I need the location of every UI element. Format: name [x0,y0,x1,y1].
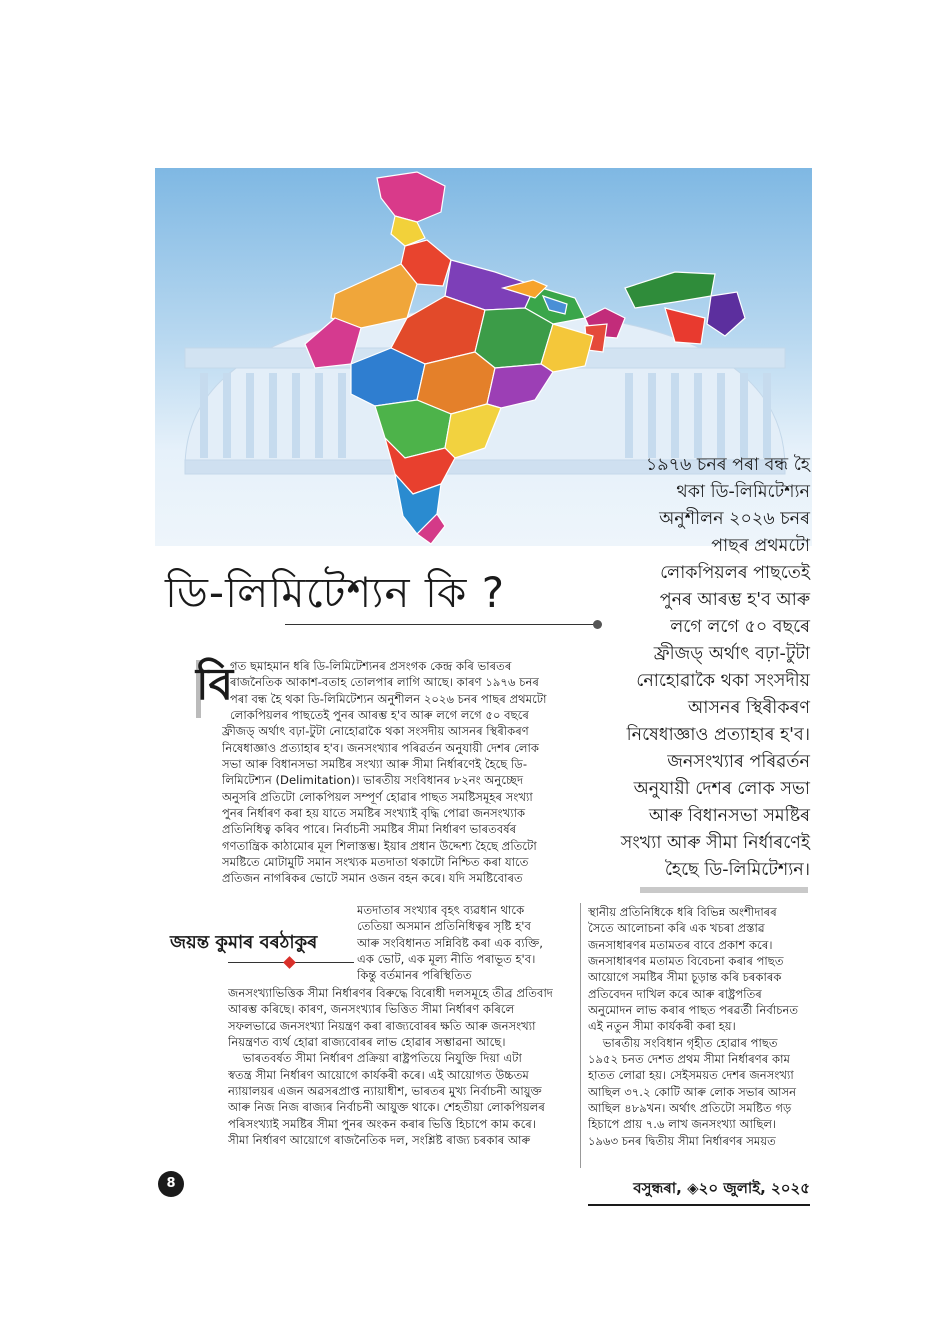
pull-quote [600,452,810,884]
pull-quote-line: লোকপিয়লৰ পাছতেই [660,563,810,583]
body-line: হিচাপে প্ৰায় ৭.৬ লাখ জনসংখ্যা আছিল। [588,1117,777,1132]
body-line: ১৯৬৩ চনৰ দ্বিতীয় সীমা নিৰ্ধাৰণৰ সময়ত [588,1133,776,1148]
body-line: ৰাজনৈতিক আকাশ-বতাহ তোলপাৰ লাগি আছে। কাৰণ ১৯৭৬ চনৰ [230,675,539,690]
body-line: প্ৰতিনিধিত্ব কৰিব পাৰে। নিৰ্বাচনী সমষ্টিৰ সীমা নিৰ্ধাৰণ ভাৰতবৰ্ষৰ [222,822,517,837]
pull-quote-bar [640,887,808,893]
body-line: সৈতে আলোচনা কৰি এক খচৰা প্ৰস্তাৱ [588,921,765,936]
body-line: তেতিয়া অসমান প্ৰতিনিধিত্বৰ সৃষ্টি হ'ব [357,919,531,934]
pull-quote-line: ফ্ৰীজড্ অৰ্থাৎ বঢ়া-টুটা [653,644,810,664]
column-divider [580,903,581,1168]
body-line: আৰু নিজ নিজ ৰাজ্যৰ নিৰ্বাচনী আয়ুক্ত থাকে। শেহতীয়া লোকপিয়লৰ [228,1100,545,1115]
pull-quote-line: নিষেধাজ্ঞাও প্ৰত্যাহাৰ হ'ব। [626,725,810,745]
author-byline: জয়ন্ত কুমাৰ বৰঠাকুৰ [170,932,318,953]
pull-quote-line: আসনৰ স্থিৰীকৰণ [688,698,810,718]
pull-quote-line: অনুশীলন ২০২৬ চনৰ [659,509,810,529]
body-line: এই নতুন সীমা কাৰ্যকৰী কৰা হয়। [588,1019,736,1034]
drop-cap-letter: বি [196,659,234,710]
body-line: জনসাধাৰণৰ মতামত বিবেচনা কৰাৰ পাছত [588,954,784,969]
pull-quote-line: পাছৰ প্ৰথমটো [711,536,810,556]
pull-quote-line: নোহোৱাকৈ থকা সংসদীয় [636,671,810,691]
pull-quote-line: অনুযায়ী দেশৰ লোক সভা [633,779,810,799]
body-line: প্ৰতিজন নাগৰিকৰ ভোটে সমান ওজন বহন কৰে। যদি সমষ্টিবোৰত [222,871,523,886]
body-line: ভাৰতীয় সংবিধান গৃহীত হোৱাৰ পাছত [588,1035,778,1050]
body-line: ১৯৫২ চনত দেশত প্ৰথম সীমা নিৰ্ধাৰণৰ কাম [588,1052,790,1067]
body-column-1 [222,658,574,887]
body-line: পুনৰ নিৰ্ধাৰণ কৰা হয় যাতে সমষ্টিৰ সংখ্যাই বৃদ্ধি পোৱা জনসংখ্যাক [222,806,526,821]
body-line: গত ছমাহমান ধৰি ডি-লিমিটেশ্যনৰ প্ৰসংগক কেন্দ্ৰ কৰি ভাৰতৰ [230,659,512,673]
body-column-1-tail [228,985,574,1148]
body-line: এক ভোট, এক মূল্য নীতি পৰাভূত হ'ব। [357,952,536,967]
pull-quote-line: সংখ্যা আৰু সীমা নিৰ্ধাৰণেই [620,833,810,853]
footer-rule [588,1204,810,1206]
body-line: হাতত লোৱা হয়। সেইসময়ত দেশৰ জনসংখ্যা [588,1068,794,1083]
body-line: নিয়ন্ত্ৰণত ব্যৰ্থ হোৱা ৰাজ্যবোৰৰ লাভ হোৱাৰ সম্ভাৱনা আছে। [228,1035,506,1050]
body-column-1-inset [357,902,574,984]
body-line: আৰম্ভ কৰিছে। কাৰণ, জনসংখ্যাৰ ভিত্তিত সীমা নিৰ্ধাৰণ কৰিলে [228,1002,515,1017]
body-line: স্থানীয় প্ৰতিনিধিকে ধৰি বিভিন্ন অংশীদাৰৰ [588,905,777,919]
body-line: সমষ্টিতে মোটামুটি সমান সংখ্যক মতদাতা থকাটো নিশ্চিত কৰা যাতে [222,855,529,870]
drop-cap [196,659,234,718]
body-line: পৰিসংখ্যাই সমষ্টিৰ সীমা পুনৰ অংকন কৰাৰ ভিত্তি হিচাপে কাম কৰে। [228,1116,536,1131]
body-column-2 [588,904,810,1149]
body-line: মতদাতাৰ সংখ্যাৰ বৃহৎ ব্যৱধান থাকে [357,903,525,917]
body-line: আছিল ৪৮৯খন। অৰ্থাৎ প্ৰতিটো সমষ্টিত গড় [588,1101,792,1116]
body-line: লিমিটেশ্যন (Delimitation)। ভাৰতীয় সংবিধানৰ ৮২নং অনুচ্ছেদ [222,773,524,788]
body-line: অনুসৰি প্ৰতিটো লোকপিয়ল সম্পূৰ্ণ হোৱাৰ পাছত সমষ্টিসমূহৰ সংখ্যা [222,789,533,804]
pull-quote-line: ১৯৭৬ চনৰ পৰা বন্ধ হৈ [645,455,810,475]
body-line: আয়োগে সমষ্টিৰ সীমা চূড়ান্ত কৰি চৰকাৰক [588,970,782,985]
body-line: সীমা নিৰ্ধাৰণ আয়োগে ৰাজনৈতিক দল, সংশ্লিষ্ট ৰাজ্য চৰকাৰ আৰু [228,1133,531,1148]
body-line: আছিল ৩৭.২ কোটি আৰু লোক সভাৰ আসন [588,1084,797,1099]
title-underline [285,624,597,625]
pull-quote-line: হৈছে ডি-লিমিটেশ্যন। [664,860,810,880]
body-line: নিষেধাজ্ঞাও প্ৰত্যাহাৰ হ'ব। জনসংখ্যাৰ পৰিৱৰ্তন অনুযায়ী দেশৰ লোক [222,740,539,755]
body-line: ন্যায়ালয়ৰ এজন অৱসৰপ্ৰাপ্ত ন্যায়াধীশ, ভাৰতৰ মুখ্য নিৰ্বাচনী আয়ুক্ত [228,1084,542,1099]
footer-publication-date: বসুন্ধৰা, ◈২০ জুলাই, ২০২৫ [633,1179,810,1197]
article-title: ডি-লিমিটেশ্যন কি ? [165,568,505,617]
body-line: অনুমোদন লাভ কৰাৰ পাছত পৰৱৰ্তী নিৰ্বাচনত [588,1003,799,1018]
body-line: ভাৰতবৰ্ষত সীমা নিৰ্ধাৰণ প্ৰক্ৰিয়া ৰাষ্ট্ৰপতিয়ে নিযুক্তি দিয়া এটা [228,1051,522,1066]
pull-quote-line: লগে লগে ৫০ বছৰে [670,617,810,637]
body-line: আৰু সংবিধানত সন্নিবিষ্ট কৰা এক ব্যক্তি, [357,935,543,950]
body-line: ফ্ৰীজড্ অৰ্থাৎ বঢ়া-টুটা নোহোৱাকৈ থকা সংসদীয় আসনৰ স্থিৰীকৰণ [222,724,529,739]
body-line: স্বতন্ত্ৰ সীমা নিৰ্ধাৰণ আয়োগে কাৰ্যকৰী কৰে। এই আয়োগত উচ্চতম [228,1067,529,1082]
pull-quote-line: থকা ডি-লিমিটেশ্যন [676,482,810,502]
body-line: কিন্তু বৰ্তমানৰ পৰিস্থিতিত [357,968,472,983]
body-line: সভা আৰু বিধানসভা সমষ্টিৰ সংখ্যা আৰু সীমা নিৰ্ধাৰণেই হৈছে ডি- [222,757,528,772]
body-line: লোকপিয়লৰ পাছতেই পুনৰ আৰম্ভ হ'ব আৰু লগে লগে ৫০ বছৰে [230,708,529,723]
pull-quote-line: পুনৰ আৰম্ভ হ'ব আৰু [659,590,810,610]
body-line: গণতান্ত্ৰিক কাঠামোৰ মূল শিলাস্তম্ভ। ইয়াৰ প্ৰধান উদ্দেশ্য হৈছে প্ৰতিটো [222,838,537,853]
body-line: জনসংখ্যাভিত্তিক সীমা নিৰ্ধাৰণৰ বিৰুদ্ধে বিৰোধী দলসমূহে তীব্ৰ প্ৰতিবাদ [228,986,553,1000]
body-line: জনসাধাৰণৰ মতামতৰ বাবে প্ৰকাশ কৰে। [588,937,773,952]
pull-quote-line: জনসংখ্যাৰ পৰিৱৰ্তন [667,752,810,772]
page-number: 8 [158,1171,184,1197]
body-line: সফলভাৱে জনসংখ্যা নিয়ন্ত্ৰণ কৰা ৰাজ্যবোৰৰ ক্ষতি আৰু জনসংখ্যা [228,1018,536,1033]
body-line: প্ৰতিবেদন দাখিল কৰে আৰু ৰাষ্ট্ৰপতিৰ [588,986,762,1001]
body-line: পৰা বন্ধ হৈ থকা ডি-লিমিটেশ্যন অনুশীলন ২০২৬ চনৰ পাছৰ প্ৰথমটো [230,691,547,706]
pull-quote-line: আৰু বিধানসভা সমষ্টিৰ [648,806,810,826]
